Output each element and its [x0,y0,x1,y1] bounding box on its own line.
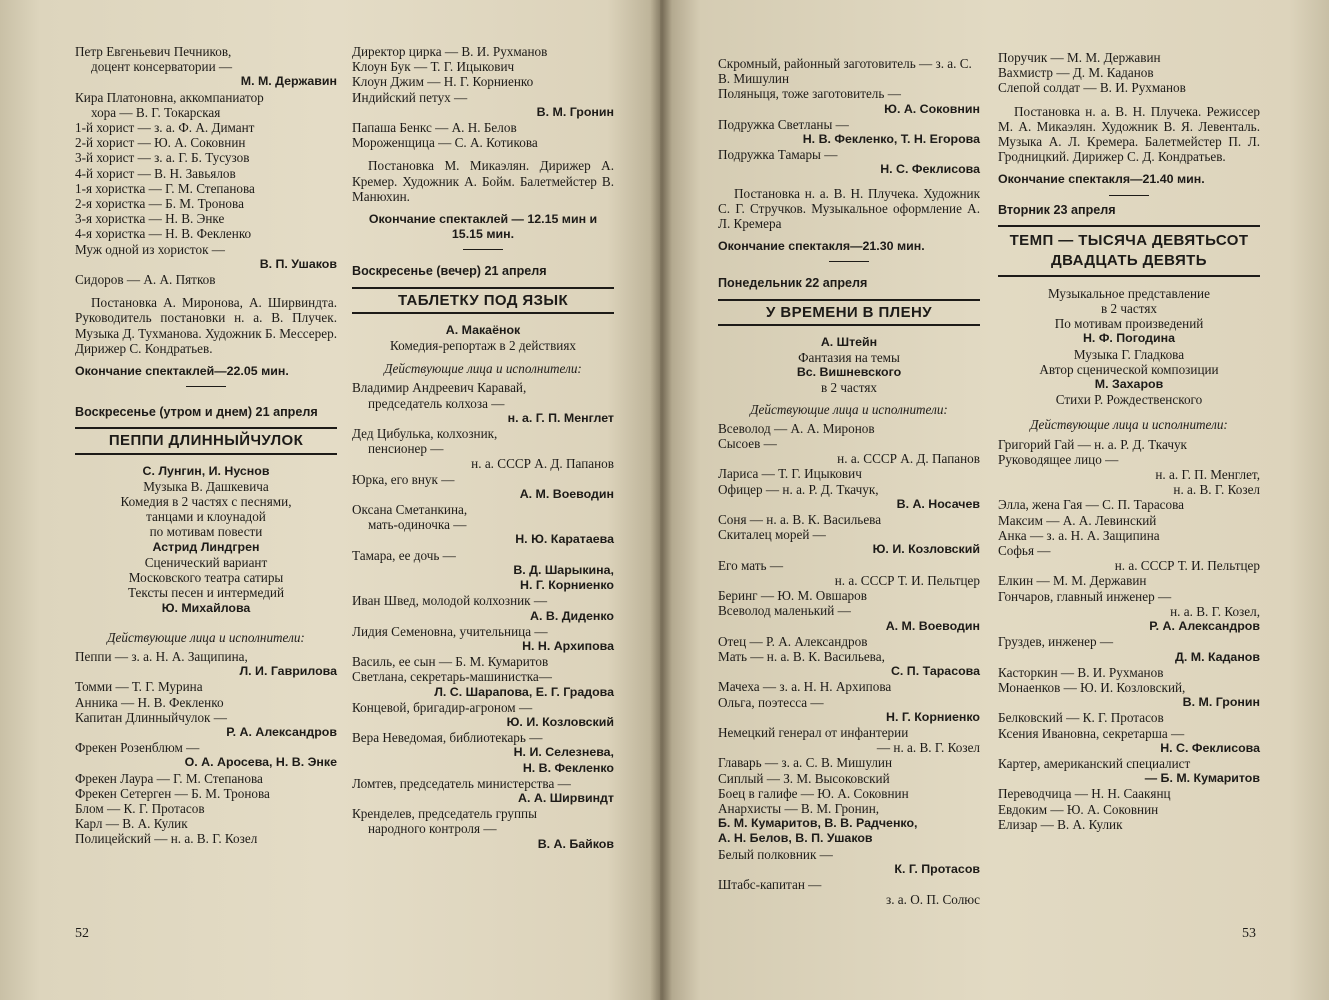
show-end-time: Окончание спектакля—21.30 мин. [718,239,925,254]
cast-line: Мачеха — з. а. Н. Н. Архипова [718,679,892,695]
text-line: Петр Евгеньевич Печников, [75,44,232,59]
show-end-time: Окончание спектаклей — 12.15 мин и 15.15 мин. [368,212,598,242]
cast-line: Капитан Длинныйчулок — [75,709,227,725]
performance-date: Понедельник 22 апреля [718,276,868,291]
play-info-line: Н. Ф. Погодина [1082,331,1176,346]
play-info-line: в 2 частях [820,380,877,396]
cast-header: Действующие лица и исполнители: [1030,417,1228,433]
cast-line: Елкин — М. М. Державин [998,573,1147,589]
cast-line: Всеволод маленький — [718,603,851,619]
cast-line: Р. А. Александров [1149,619,1260,634]
cast-line: — Б. М. Кумаритов [1144,771,1260,786]
left-page [0,0,660,1000]
cast-line: Офицер — н. а. Р. Д. Ткачук, [718,481,879,497]
production-credits: Постановка н. а. В. Н. Плучека. Художник С. Г. Стручков. Музыкальное оформление А. Л. Кремера [718,185,980,232]
cast-line: Л. С. Шарапова, Е. Г. Градова [434,684,614,699]
cast-line: Н. Г. Корниенко [886,709,980,724]
cast-line: Н. И. Селезнева, [513,745,614,760]
play-authors: А. Макаёнок [445,322,521,337]
page-number: 53 [1242,926,1256,941]
left-column-2 [352,44,614,852]
play-info-line: танцами и клоунадой [146,509,266,525]
text-line: 1-я хористка — Г. М. Степанова [75,180,255,196]
text-line: Муж одной из хористок — [75,241,225,257]
cast-line: Владимир Андреевич Каравай, [352,380,527,396]
play-info-line: по мотивам повести [149,524,263,540]
text-line: Мороженщица — С. А. Котикова [352,135,538,151]
text-line: хора — В. Г. Токарская [91,104,221,120]
cast-line: А. М. Воеводин [885,618,980,633]
text-line: Папаша Бенкс — А. Н. Белов [352,120,517,136]
cast-line: Штабс-капитан — [718,876,822,892]
text-line: 4-й хорист — В. Н. Завьялов [75,165,236,181]
cast-line: Фрекен Розенблюм — [75,740,200,756]
cast-line: Отец — Р. А. Александров [718,633,868,649]
cast-line: А. В. Диденко [530,608,614,623]
cast-line: Василь, ее сын — Б. М. Кумаритов [352,654,549,670]
text-line: Скромный, районный заготовитель — з. а. С. В. Мишулин [718,56,972,87]
right-page [660,0,1329,1000]
cast-line: Фрекен Сетерген — Б. М. Тронова [75,785,270,801]
cast-line: Соня — н. а. В. К. Васильева [718,512,882,528]
text-line: 3-я хористка — Н. В. Энке [75,211,225,227]
cast-line: Максим — А. А. Левинский [998,512,1157,528]
cast-line: Монаенков — Ю. И. Козловский, [998,679,1186,695]
play-info-line: Комедия в 2 частях с песнями, [120,494,292,510]
cast-line: Груздев, инженер — [998,634,1114,650]
performance-date: Вторник 23 апреля [998,202,1116,217]
cast-line: В. А. Носачев [896,496,980,511]
left-column-1 [75,44,337,847]
play-authors: С. Лунгин, И. Нуснов [142,463,270,478]
cast-line: Сиплый — З. М. Высоковский [718,770,890,786]
cast-line: Дед Цибулька, колхозник, [352,426,498,442]
right-column-2 [998,50,1260,832]
cast-line: Его мать — [718,557,784,573]
cast-line: А. Н. Белов, В. П. Ушаков [718,831,873,846]
text-line: Вахмистр — Д. М. Каданов [998,65,1154,81]
cast-line: Фрекен Лаура — Г. М. Степанова [75,770,263,786]
play-info-line: М. Захаров [1094,377,1164,392]
cast-line: Иван Швед, молодой колхозник — [352,593,548,609]
cast-line: н. а. СССР Т. И. Пельтцер [1114,558,1260,574]
text-line: 4-я хористка — Н. В. Фекленко [75,226,252,242]
cast-line: В. А. Байков [537,836,614,851]
cast-line: К. Г. Протасов [894,861,980,876]
cast-line: Н. Н. Архипова [522,638,614,653]
cast-line: Н. Г. Корниенко [520,578,614,593]
text-line: 1-й хорист — з. а. Ф. А. Димант [75,120,255,136]
cast-line: Тамара, ее дочь — [352,547,456,563]
cast-line: н. а. СССР Т. И. Пельтцер [834,572,980,588]
cast-line: А. А. Ширвиндт [518,790,614,805]
cast-line: С. П. Тарасова [890,664,980,679]
text-line: Н. В. Фекленко, Т. Н. Егорова [802,132,980,147]
cast-line: н. а. СССР А. Д. Папанов [471,456,614,472]
cast-line: Беринг — Ю. М. Овшаров [718,588,867,604]
cast-line: Элла, жена Гая — С. П. Тарасова [998,497,1185,513]
play-info-line: Музыка Г. Гладкова [1073,346,1185,362]
right-column-1 [718,56,980,907]
play-info-line: Вс. Вишневского [796,365,902,380]
divider [1109,195,1149,196]
cast-line: пенсионер — [368,441,444,457]
cast-line: н. а. В. Г. Козел, [1170,603,1260,619]
cast-line: председатель колхоза — [368,395,505,411]
cast-line: Н. В. Фекленко [522,760,614,775]
cast-line: Томми — Т. Г. Мурина [75,679,203,695]
text-line: Поручик — М. М. Державин [998,50,1161,65]
cast-line: Касторкин — В. И. Рухманов [998,664,1164,680]
cast-line: Лариса — Т. Г. Ицыкович [718,466,862,482]
cast-line: Ольга, поэтесса — [718,694,824,710]
text-line: М. М. Державин [240,74,337,89]
text-line: Слепой солдат — В. И. Рухманов [998,80,1186,96]
cast-line: Карл — В. А. Кулик [75,816,188,832]
cast-line: Ксения Ивановна, секретарша — [998,725,1185,741]
cast-line: Лидия Семеновна, учительница — [352,623,548,639]
cast-line: Юрка, его внук — [352,471,455,487]
cast-line: Л. И. Гаврилова [239,664,337,679]
cast-line: Белый полковник — [718,846,833,862]
cast-line: Блом — К. Г. Протасов [75,800,205,816]
cast-line: н. а. В. Г. Козел [1173,482,1260,498]
book-gutter [650,0,672,1000]
cast-line: В. Д. Шарыкина, [513,562,614,577]
text-line: Директор цирка — В. И. Рухманов [352,44,548,59]
cast-line: Скиталец морей — [718,527,826,543]
text-line: 3-й хорист — з. а. Г. Б. Тусузов [75,150,250,166]
play-info-line: Стихи Р. Рождественского [1055,392,1203,408]
cast-line: Всеволод — А. А. Миронов [718,420,875,436]
show-end-time: Окончание спектаклей—22.05 мин. [75,364,289,379]
cast-line: В. М. Гронин [1182,695,1260,710]
cast-line: Полицейский — н. а. В. Г. Козел [75,831,258,847]
cast-line: Н. С. Феклисова [1160,740,1260,755]
cast-line: Евдоким — Ю. А. Соковнин [998,801,1159,817]
play-info-line: в 2 частях [1100,301,1157,317]
cast-line: Анника — Н. В. Фекленко [75,694,224,710]
text-line: Подружка Светланы — [718,116,849,132]
production-credits: Постановка М. Микаэлян. Дирижер А. Кремер. Художник А. Бойм. Балетмейстер В. Манюхин. [352,158,614,204]
text-line: Клоун Джим — Н. Г. Корниенко [352,74,534,90]
play-title: ТЕМП — ТЫСЯЧА ДЕВЯТЬСОТ ДВАДЦАТЬ ДЕВЯТЬ [998,225,1260,277]
cast-line: Вера Неведомая, библиотекарь — [352,730,543,746]
cast-line: н. а. Г. П. Менглет [507,410,614,425]
production-credits: Постановка н. а. В. Н. Плучека. Режиссер М. А. Микаэлян. Художник В. Я. Левенталь. Музыка А. Л. Кремера. Балетмейстер П. Л. Гродницкий. Дирижер С. Д. Кондратьев. [998,103,1260,165]
cast-line: Ю. И. Козловский [872,542,980,557]
cast-header: Действующие лица и исполнители: [107,629,305,645]
play-info-line: Московского театра сатиры [128,570,284,586]
cast-header: Действующие лица и исполнители: [750,401,948,417]
cast-line: А. М. Воеводин [519,486,614,501]
text-line: Сидоров — А. А. Пятков [75,272,216,288]
play-info-line: Автор сценической композиции [1039,361,1219,377]
play-info-line: Музыка В. Дашкевича [143,478,269,494]
text-line: Поляныця, тоже заготовитель — [718,86,901,102]
text-line: Индийский петух — [352,89,468,105]
cast-line: Концевой, бригадир-агроном — [352,699,533,715]
play-info-line: Ю. Михайлова [161,600,251,615]
cast-line: Ю. И. Козловский [506,714,614,729]
text-line: Клоун Бук — Т. Г. Ицыкович [352,59,515,75]
text-line: Подружка Тамары — [718,147,838,163]
play-title: ТАБЛЕТКУ ПОД ЯЗЫК [352,287,614,314]
cast-line: Мать — н. а. В. К. Васильева, [718,648,885,664]
play-title: У ВРЕМЕНИ В ПЛЕНУ [718,299,980,326]
cast-line: н. а. СССР А. Д. Папанов [837,451,980,467]
divider [829,261,869,262]
cast-line: Д. М. Каданов [1175,649,1260,664]
cast-line: Белковский — К. Г. Протасов [998,710,1164,726]
text-line: В. М. Гронин [536,104,614,119]
cast-line: Оксана Сметанкина, [352,502,468,518]
cast-line: Н. Ю. Каратаева [515,532,614,547]
cast-line: Софья — [998,543,1051,559]
cast-line: Руководящее лицо — [998,451,1119,467]
text-line: Ю. А. Соковнин [884,101,980,116]
divider [186,386,226,387]
cast-line: мать-одиночка — [368,517,467,533]
cast-header: Действующие лица и исполнители: [384,361,582,377]
performance-date: Воскресенье (утром и днем) 21 апреля [75,405,318,420]
text-line: Н. С. Феклисова [880,162,980,177]
play-authors: А. Штейн [820,334,878,349]
cast-line: Светлана, секретарь-машинистка— [352,669,552,685]
cast-line: Немецкий генерал от инфантерии [718,724,909,740]
cast-line: Сысоев — [718,436,777,452]
cast-line: О. А. Аросева, Н. В. Энке [184,755,337,770]
cast-line: Григорий Гай — н. а. Р. Д. Ткачук [998,436,1187,452]
play-info-line: Комедия-репортаж в 2 действиях [389,338,577,354]
cast-line: Анархисты — В. М. Гронин, [718,800,880,816]
text-line: 2-й хорист — Ю. А. Соковнин [75,135,246,151]
production-credits: Постановка А. Миронова, А. Ширвиндта. Руководитель постановки н. а. В. Плучек. Музыка Д. Тухманова. Художник Б. Мессерер. Дирижер С. Кондратьев. [75,295,337,356]
show-end-time: Окончание спектакля—21.40 мин. [998,172,1205,187]
play-info-line: Тексты песен и интермедий [127,585,285,601]
divider [463,249,503,250]
cast-line: Кренделев, председатель группы [352,806,537,822]
cast-line: Картер, американский специалист [998,755,1191,771]
text-line: В. П. Ушаков [259,256,337,271]
cast-line: Главарь — з. а. С. В. Мишулин [718,755,893,771]
cast-line: Р. А. Александров [226,724,337,739]
cast-line: Елизар — В. А. Кулик [998,816,1123,832]
play-info-line: Фантазия на темы [798,350,900,366]
cast-line: н. а. Г. П. Менглет, [1155,467,1260,483]
cast-line: народного контроля — [368,821,497,837]
cast-line: Пеппи — з. а. Н. А. Защипина, [75,648,248,664]
cast-line: Б. М. Кумаритов, В. В. Радченко, [718,816,918,831]
page-number: 52 [75,926,89,941]
play-info-line: По мотивам произведений [1054,316,1204,332]
cast-line: Гончаров, главный инженер — [998,588,1172,604]
performance-date: Воскресенье (вечер) 21 апреля [352,264,547,279]
cast-line: Анка — з. а. Н. А. Защипина [998,527,1160,543]
play-title: ПЕППИ ДЛИННЫЙЧУЛОК [75,427,337,454]
play-info-line: Музыкальное представление [1048,285,1210,301]
cast-line: Переводчица — Н. Н. Саакянц [998,786,1171,802]
text-line: доцент консерватории — [91,59,233,75]
text-line: Кира Платоновна, аккомпаниатор [75,89,264,105]
cast-line: Боец в галифе — Ю. А. Соковнин [718,785,909,801]
text-line: 2-я хористка — Б. М. Тронова [75,196,244,212]
cast-line: Ломтев, председатель министерства — [352,775,571,791]
cast-line: — н. а. В. Г. Козел [876,740,980,756]
play-info-line: Сценический вариант [144,554,268,570]
play-info-line: Астрид Линдгрен [152,539,260,554]
cast-line: з. а. О. П. Солюс [886,892,980,908]
